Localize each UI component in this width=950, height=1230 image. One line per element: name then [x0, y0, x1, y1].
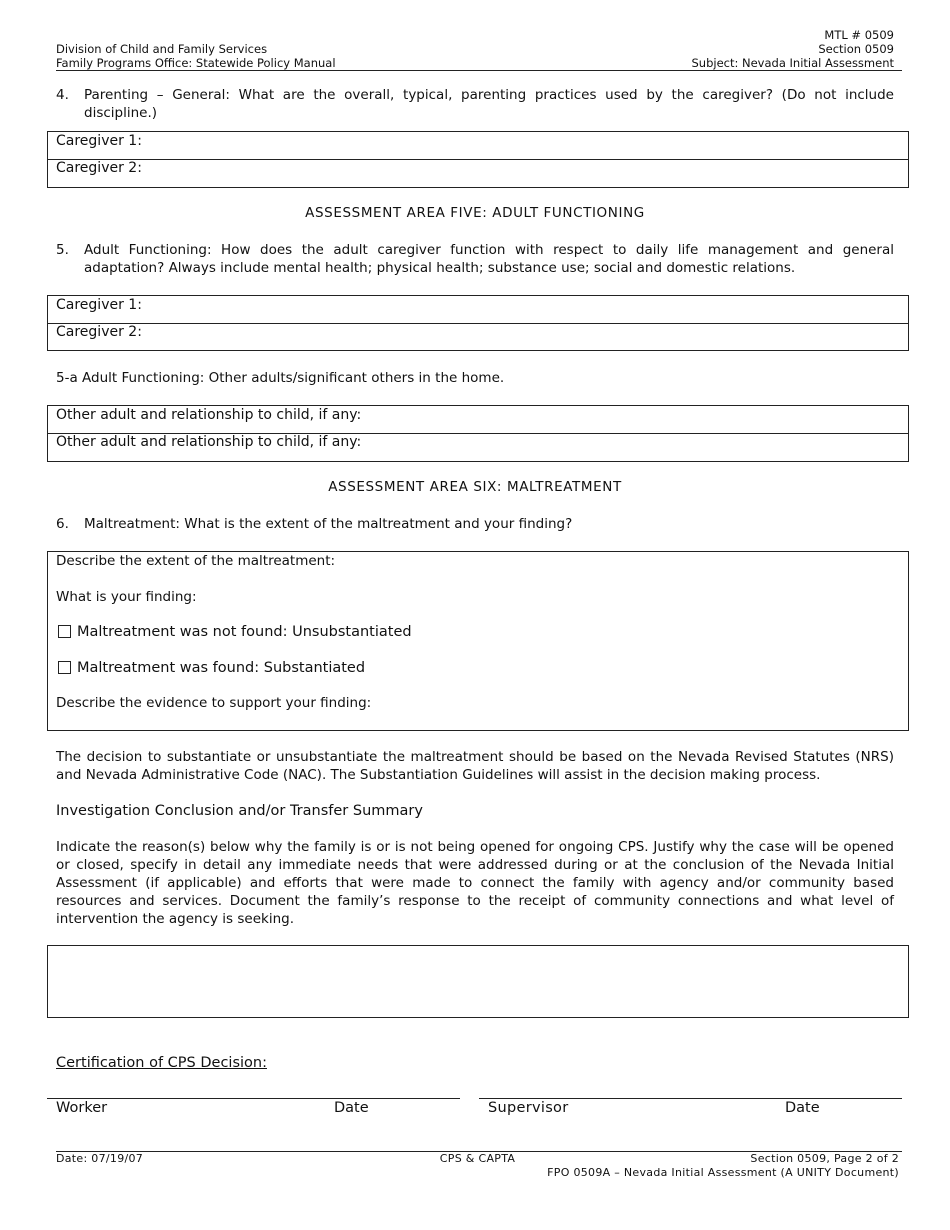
- footer-date: Date: 07/19/07: [56, 1152, 144, 1165]
- header-left-line1: Division of Child and Family Services: [56, 42, 268, 56]
- footer-page: Section 0509, Page 2 of 2: [750, 1152, 899, 1165]
- conclusion-instructions: Indicate the reason(s) below why the family is or is not being opened for ongoing CPS. Justify why the case will be opened or closed, specify in detail any immediate needs that were addressed during or at the conclusion of the Nevada Initial Assessment (if applicable) and efforts that were made to connect the family with agency and/or community based resources and services. Document the family’s response to the receipt of community connections and what level of intervention the agency is seeking.: [56, 839, 894, 927]
- supervisor-label: Supervisor: [488, 1100, 569, 1116]
- conclusion-title: Investigation Conclusion and/or Transfer Summary: [56, 803, 423, 819]
- worker-label: Worker: [56, 1100, 108, 1116]
- q4-row-caregiver1[interactable]: [48, 132, 908, 160]
- describe-extent-label: Describe the extent of the maltreatment:: [56, 553, 336, 569]
- header-subject: Subject: Nevada Initial Assessment: [691, 56, 894, 70]
- q4-answer-table: [47, 131, 909, 188]
- finding-prompt: What is your finding:: [56, 589, 197, 605]
- footer-document: FPO 0509A – Nevada Initial Assessment (A UNITY Document): [547, 1166, 899, 1179]
- header-mtl: MTL # 0509: [824, 28, 894, 42]
- decision-note: The decision to substantiate or unsubstantiate the maltreatment should be based on the Nevada Revised Statutes (NRS) and Nevada Administrative Code (NAC). The Substantiation Guidelines will assist in the decision making process.: [56, 749, 894, 783]
- worker-signature-line[interactable]: [47, 1098, 460, 1099]
- header-section: Section 0509: [818, 42, 894, 56]
- maltreatment-box: [47, 551, 909, 731]
- q5-row-caregiver2[interactable]: [48, 324, 908, 350]
- q5-row-caregiver1[interactable]: [48, 296, 908, 324]
- q5a-row-other-adult2[interactable]: [48, 434, 908, 461]
- q5a-row-other-adult1[interactable]: [48, 406, 908, 434]
- area-six-heading: ASSESSMENT AREA SIX: MALTREATMENT: [328, 479, 622, 495]
- q5-answer-table: [47, 295, 909, 351]
- conclusion-answer-box[interactable]: [47, 945, 909, 1018]
- q4-caregiver2-label: Caregiver 2:: [56, 160, 142, 176]
- option-not-found[interactable]: [58, 623, 412, 641]
- q4-caregiver1-label: Caregiver 1:: [56, 133, 142, 149]
- footer-center: CPS & CAPTA: [439, 1152, 516, 1165]
- area-five-heading: ASSESSMENT AREA FIVE: ADULT FUNCTIONING: [305, 205, 645, 221]
- unsubstantiated-label: Maltreatment was not found: Unsubstantiated: [77, 624, 412, 640]
- header-rule: [56, 70, 902, 71]
- q6-number: 6.: [56, 516, 69, 532]
- q4-number: 4.: [56, 87, 69, 103]
- substantiated-label: Maltreatment was found: Substantiated: [77, 660, 366, 676]
- q5-number: 5.: [56, 242, 69, 258]
- q5-text: Adult Functioning: How does the adult caregiver function with respect to daily life management and general adaptation? Always include mental health; physical health; substance use; social and domestic relations.: [84, 242, 894, 276]
- unsubstantiated-checkbox[interactable]: [58, 625, 71, 638]
- option-found[interactable]: [58, 659, 365, 677]
- worker-date-label: Date: [334, 1100, 369, 1116]
- header-left-line2: Family Programs Office: Statewide Policy Manual: [56, 56, 336, 70]
- describe-evidence-label: Describe the evidence to support your finding:: [56, 695, 372, 711]
- q4-row-caregiver2[interactable]: [48, 160, 908, 187]
- q5-caregiver1-label: Caregiver 1:: [56, 297, 142, 313]
- q5a-other-adult1-label: Other adult and relationship to child, if any:: [56, 407, 362, 423]
- q6-text: Maltreatment: What is the extent of the maltreatment and your finding?: [84, 516, 573, 532]
- certification-title: Certification of CPS Decision:: [56, 1055, 267, 1071]
- q4-text: Parenting – General: What are the overall, typical, parenting practices used by the caregiver? (Do not include discipline.): [84, 87, 894, 121]
- substantiated-checkbox[interactable]: [58, 661, 71, 674]
- q5a-text: 5-a Adult Functioning: Other adults/significant others in the home.: [56, 370, 505, 386]
- supervisor-date-label: Date: [785, 1100, 820, 1116]
- q5a-other-adult2-label: Other adult and relationship to child, if any:: [56, 434, 362, 450]
- q5-caregiver2-label: Caregiver 2:: [56, 324, 142, 340]
- q5a-answer-table: [47, 405, 909, 462]
